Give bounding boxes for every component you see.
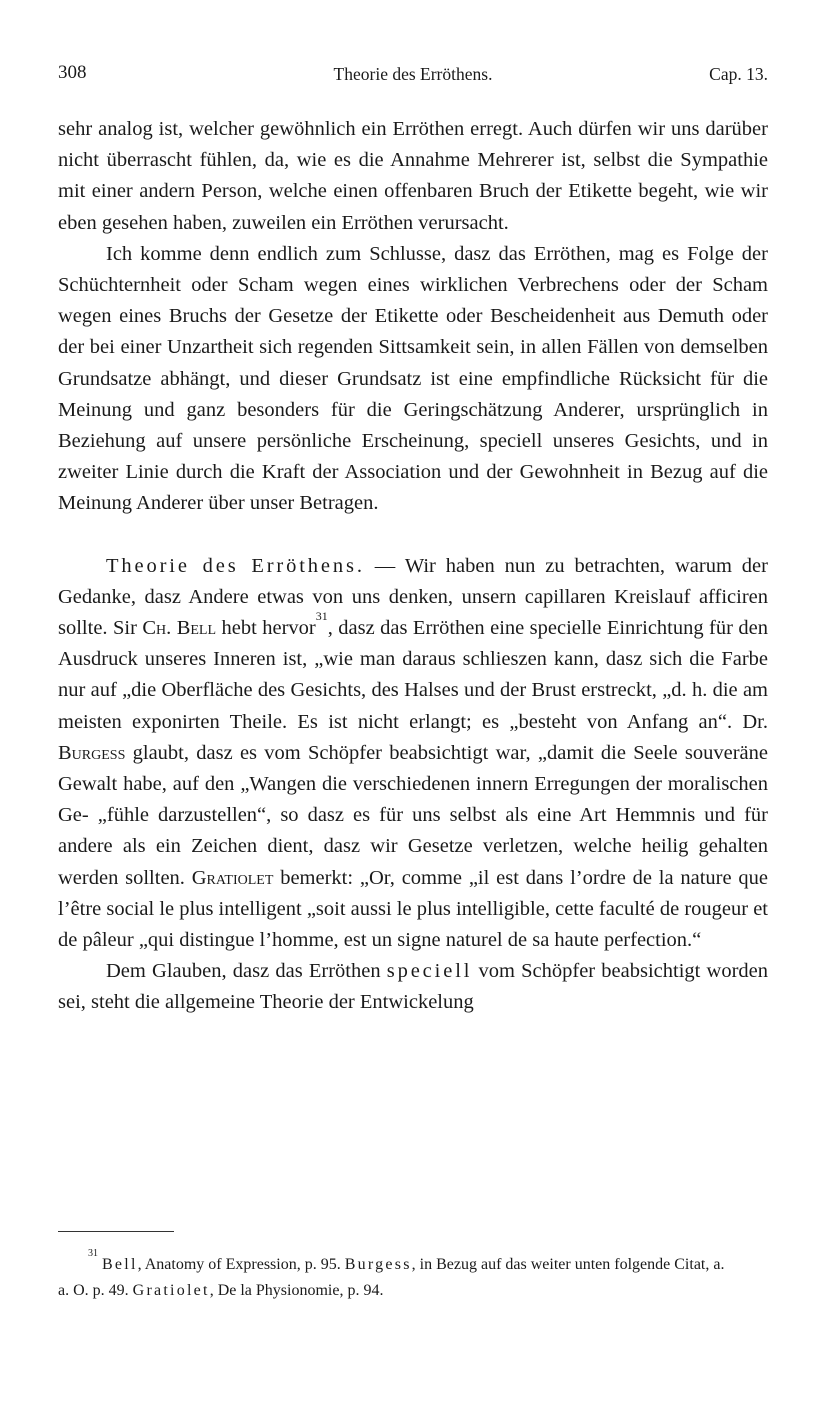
footnote-marker: 31: [88, 1248, 98, 1259]
paragraph-3: [58, 551, 768, 957]
p3-text-a: — Wir haben nun zu betrachten, warum der Gedanke, dasz Andere etwas von uns denken, unsern capillaren Kreislauf afficiren sollte. Sir: [58, 554, 768, 640]
fn-burgess: Burgess: [344, 1256, 412, 1273]
fn-text-b: , in Bezug auf das weiter unten folgende Citat, a. a. O. p. 49.: [58, 1256, 725, 1299]
fn-text-c: , De la Physionomie, p. 94.: [209, 1282, 384, 1299]
fn-gratiolet: Gratiolet: [132, 1282, 210, 1299]
footnote-31: [58, 1248, 738, 1304]
footnote-rule: [58, 1231, 174, 1232]
p4-text-a: Dem Glauben, dasz das Erröthen: [106, 960, 387, 983]
footnotes: [58, 1248, 738, 1304]
p3-text-b: hebt hervor: [216, 617, 316, 640]
chapter-label: Cap. 13.: [709, 64, 768, 84]
footnote-ref: 31: [315, 609, 328, 624]
name-burgess: Burgess: [58, 741, 126, 764]
p3-text-d: glaubt, dasz es vom Schöpfer beabsichtigt war, „damit die Seele souveräne Gewalt habe, auf den „Wangen die verschiedenen innern Erregungen der moralischen Ge- „fühle darzustellen“, so dasz es für uns selbst als eine Art Hemmnis und für andere als ein Zeichen dient, dasz wir Gesetze verletzen, welche heilig gehalten werden sollten.: [58, 741, 768, 889]
p3-text-c: , dasz das Erröthen eine specielle Einrichtung für den Ausdruck unseres Inneren ist, „wie man daraus schlieszen kann, dasz sich die Farbe nur auf „die Oberfläche des Gesichts, des Halses und der Brust erstreckt, „d. h. die am meisten exponirten Theile. Es ist nicht erlangt; es „besteht von Anfang an“. Dr.: [58, 617, 769, 733]
paragraph-2: Ich komme denn endlich zum Schlusse, dasz das Erröthen, mag es Folge der Schüchternheit oder Scham wegen eines wirklichen Verbrechens oder der Scham wegen eines Bruchs der Gesetze der Etikette oder Bescheidenheit aus Demuth oder der bei einer Unzartheit sich regenden Sittsamkeit sein, in allen Fällen von demselben Grundsatze abhängt, und dieser Grundsatz ist eine empfindliche Rücksicht für die Meinung und ganz besonders für die Geringschätzung Anderer, ursprünglich in Beziehung auf unsere persönliche Erscheinung, speciell unseres Gesichts, und in zweiter Linie durch die Kraft der Association und der Gewohnheit in Bezug auf die Meinung Anderer über unser Betragen.: [58, 242, 768, 515]
section-heading: Theorie des Erröthens.: [106, 554, 365, 577]
name-bell: Ch. Bell: [142, 617, 217, 640]
p4-text-b: vom Schöpfer beabsichtigt worden sei, steht die allgemeine Theorie der Entwickelung: [58, 960, 768, 1014]
paragraph-4: [58, 956, 768, 1018]
fn-bell: Bell: [102, 1256, 138, 1273]
p4-emphasis: speciell: [386, 960, 473, 983]
p3-text-e: bemerkt: „Or, comme „il est dans l’ordre de la nature que l’être social le plus intelligent „soit aussi le plus intelligible, cette faculté de rougeur et de pâleur „qui distingue l’homme, est un signe naturel de sa haute perfection.“: [58, 866, 768, 952]
running-title: Theorie des Erröthens.: [333, 64, 493, 84]
body-text: [58, 114, 768, 1019]
running-header: [58, 62, 768, 92]
name-gratiolet: Gratiolet: [191, 866, 274, 889]
fn-text-a: , Anatomy of Expression, p. 95.: [137, 1256, 345, 1273]
page-number: 308: [58, 62, 87, 83]
paragraph-1: sehr analog ist, welcher gewöhnlich ein Erröthen erregt. Auch dürfen wir uns darüber nicht überrascht fühlen, da, wie es die Annahme Mehrerer ist, selbst die Sympathie mit einer andern Person, welche einen offenbaren Bruch der Etikette begeht, wie wir eben gesehen haben, zuweilen ein Erröthen verursacht.: [58, 118, 768, 234]
